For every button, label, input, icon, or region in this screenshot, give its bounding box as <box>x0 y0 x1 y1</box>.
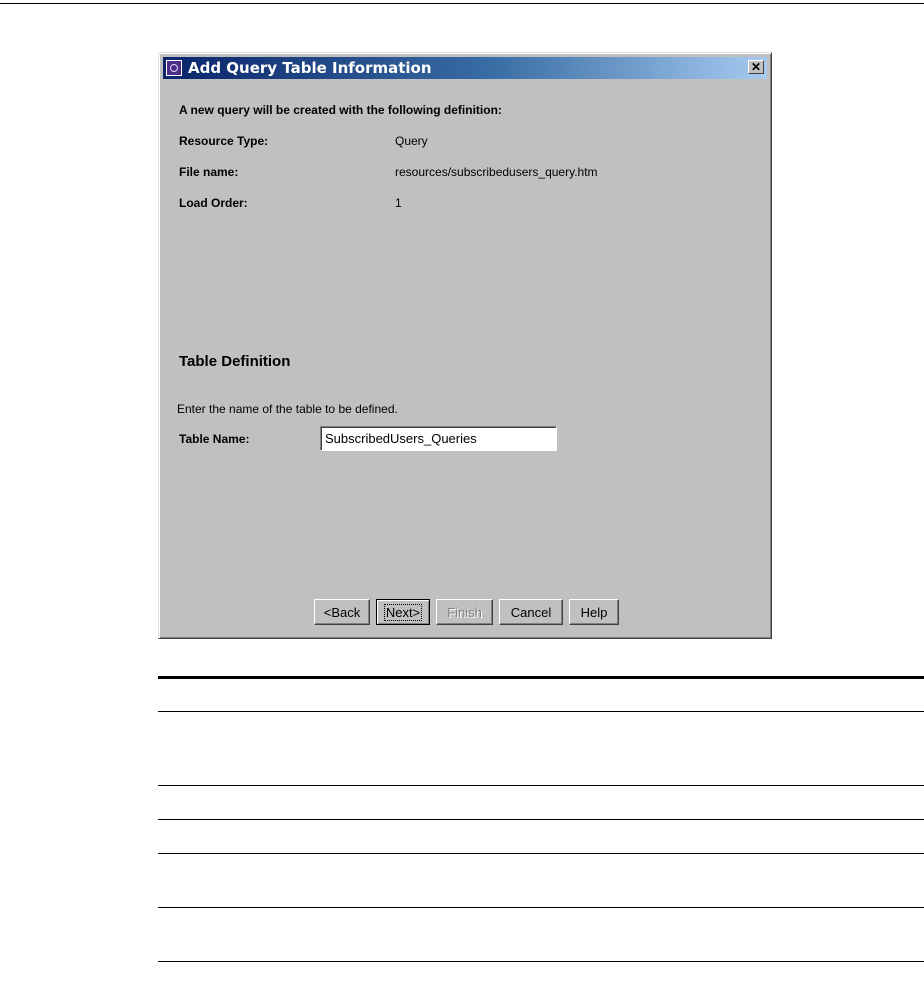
dialog-titlebar[interactable] <box>163 57 767 79</box>
table-row-rule <box>158 819 924 820</box>
app-icon <box>166 60 182 76</box>
table-header-rule <box>158 676 924 679</box>
table-row-rule <box>158 961 924 962</box>
file-name-value: resources/subscribedusers_query.htm <box>395 165 598 179</box>
table-definition-heading: Table Definition <box>179 353 291 370</box>
resource-type-value: Query <box>395 134 428 148</box>
table-name-label: Table Name: <box>179 432 250 446</box>
page-top-rule <box>0 3 924 4</box>
table-name-input[interactable] <box>320 426 557 451</box>
table-row-rule <box>158 711 924 712</box>
table-definition-instruction: Enter the name of the table to be defined. <box>177 402 398 416</box>
help-button[interactable]: Help <box>569 599 619 625</box>
file-name-label: File name: <box>179 165 239 179</box>
load-order-label: Load Order: <box>179 196 248 210</box>
resource-type-label: Resource Type: <box>179 134 269 148</box>
close-icon[interactable]: ✕ <box>748 60 764 74</box>
cancel-button[interactable]: Cancel <box>499 599 563 625</box>
intro-text: A new query will be created with the following definition: <box>179 103 502 117</box>
finish-button[interactable] <box>436 599 493 625</box>
table-row-rule <box>158 785 924 786</box>
table-row-rule <box>158 907 924 908</box>
next-button[interactable] <box>376 599 430 625</box>
dialog-title: Add Query Table Information <box>188 59 432 77</box>
back-button[interactable]: <Back <box>314 599 370 625</box>
add-query-table-dialog <box>158 52 772 639</box>
finish-button-label: Finish <box>447 604 482 620</box>
table-row-rule <box>158 853 924 854</box>
next-button-label: Next> <box>385 604 421 620</box>
load-order-value: 1 <box>395 196 402 210</box>
